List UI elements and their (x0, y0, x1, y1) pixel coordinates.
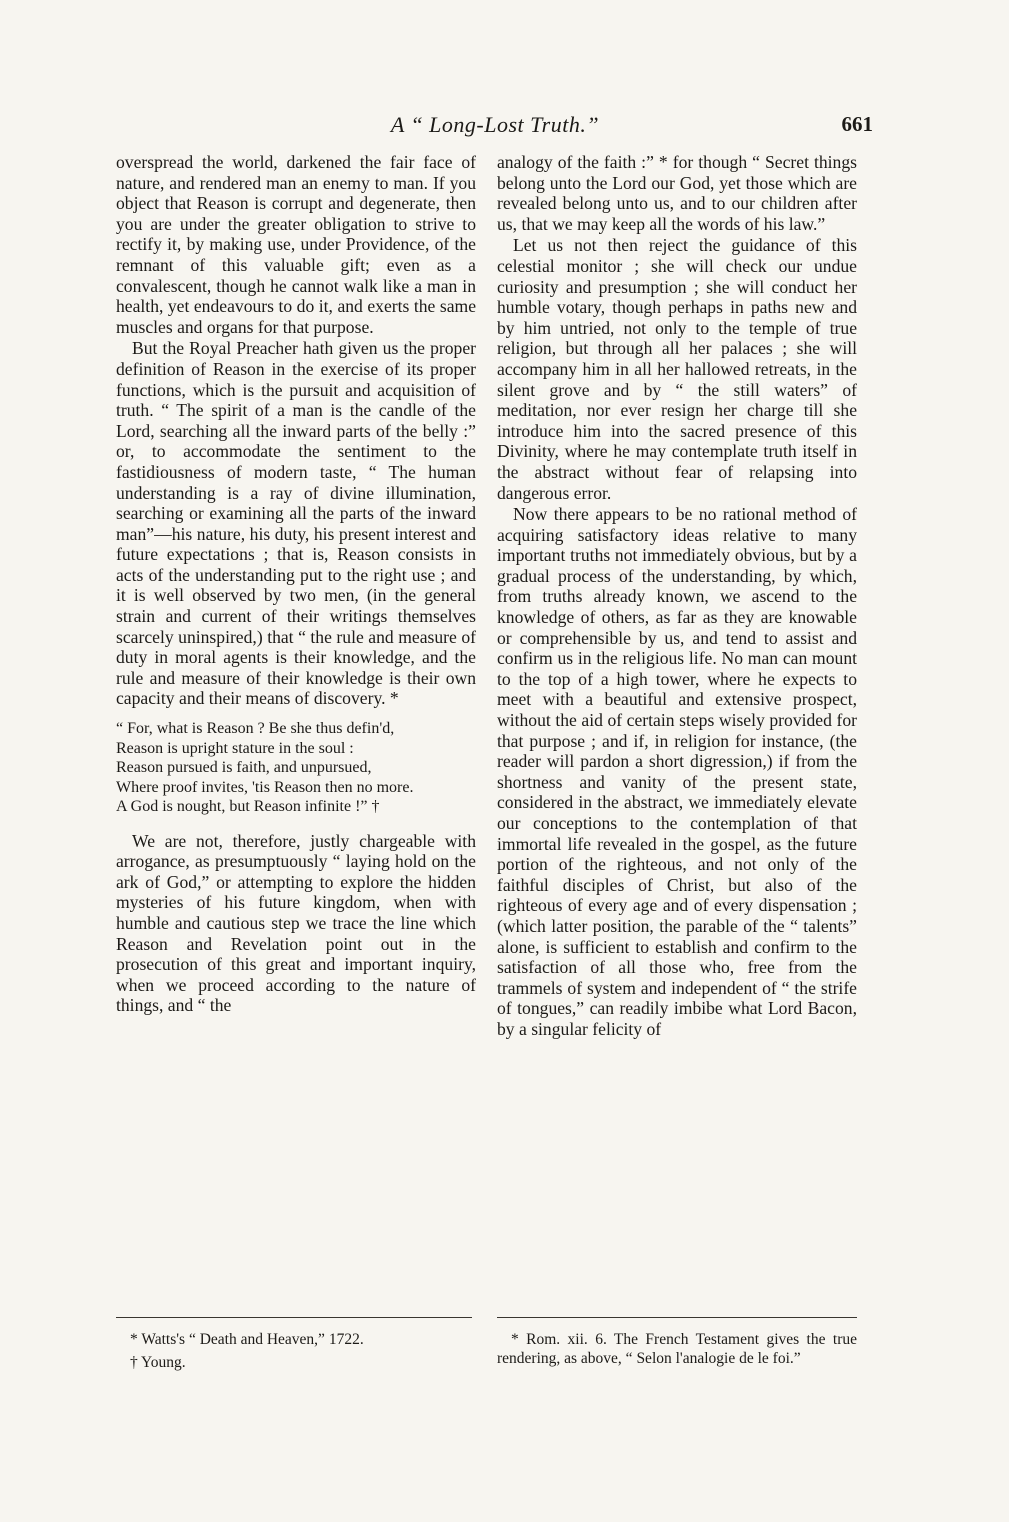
verse-quote (116, 719, 476, 817)
verse-line: A God is nought, but Reason infinite !” † (116, 798, 380, 816)
left-column (116, 152, 476, 1016)
right-paragraph-1: analogy of the faith :” * for though “ Secret things belong unto the Lord our God, yet those which are revealed belong unto us, and to our children after us, that we may keep all the words of his law.” (497, 152, 857, 234)
verse-line: Reason is upright stature in the soul : (116, 739, 354, 757)
verse-line: Where proof invites, 'tis Reason then no more. (116, 778, 414, 796)
footnote: * Rom. xii. 6. The French Testament gives the true rendering, as above, “ Selon l'analogie de le foi.” (497, 1331, 857, 1367)
verse-line: Reason pursued is faith, and unpursued, (116, 759, 372, 777)
footnote-divider-right (497, 1317, 857, 1318)
footnotes-left (116, 1330, 476, 1376)
footnote-divider-left (116, 1317, 472, 1318)
page-header (115, 104, 875, 144)
running-title: A “ Long-Lost Truth.” (390, 112, 600, 137)
footnote: † Young. (130, 1354, 186, 1371)
right-paragraph-3: Now there appears to be no rational method of acquiring satisfactory ideas relative to many important truths not immediately obvious, but by a gradual process of the understanding, by which, from truths already known, we ascend to the knowledge of others, as far as they are knowable or comprehensible by us, and tend to assist and confirm us in the religious life. No man can mount to the top of a high tower, where he expects to meet with a beautiful and extensive prospect, without the aid of certain steps wisely provided for that purpose ; and if, in religion for instance, (the reader will pardon a short digression,) if from the shortness and vanity of the present state, considered in the abstract, we immediately elevate our conceptions to the contemplation of that immortal life revealed in the gospel, as the future portion of the righteous, and not only of the faithful disciples of Christ, but also of the righteous of every age and of every dispensation ; (which latter position, the parable of the “ talents” alone, is sufficient to establish and confirm to the satisfaction of all those who, free from the trammels of system and independent of “ the strife of tongues,” can readily imbibe what Lord Bacon, by a singular felicity of (497, 504, 857, 1039)
right-paragraph-2: Let us not then reject the guidance of this celestial monitor ; she will check our undue curiosity and presumption ; she will conduct her humble votary, though perhaps in paths new and by him untried, not only to the temple of true religion, but through all her palaces ; she will accompany him in all her hallowed retreats, in the silent grove and by “ the still waters” of meditation, nor ever resign her charge till she introduce him into the sacred presence of this Divinity, where he may contemplate truth itself in the abstract without fear of relapsing into dangerous error. (497, 235, 857, 503)
left-paragraph-3: We are not, therefore, justly chargeable with arrogance, as presumptuously “ laying hold on the ark of God,” or attempting to explore the hidden mysteries of his future kingdom, when with humble and cautious step we trace the line which Reason and Revelation point out in the prosecution of this great and important inquiry, when we proceed according to the nature of things, and “ the (116, 830, 476, 1016)
page-number: 661 (841, 112, 873, 136)
right-column (497, 152, 857, 1040)
left-paragraph-1: overspread the world, darkened the fair face of nature, and rendered man an enemy to man. If you object that Reason is corrupt and degenerate, then you are under the greater obligation to strive to rectify it, by making use, under Providence, of the remnant of this valuable gift; even as a convalescent, though he cannot walk like a man in health, yet endeavours to do it, and exerts the same muscles and organs for that purpose. (116, 152, 476, 337)
footnotes-right (497, 1330, 857, 1372)
left-paragraph-2: But the Royal Preacher hath given us the proper definition of Reason in the exercise of its proper functions, which is the pursuit and acquisition of truth. “ The spirit of a man is the candle of the Lord, searching all the inward parts of the belly :” or, to accommodate the sentiment to the fastidiousness of modern taste, “ The human understanding is a ray of divine illumination, searching or examining all the parts of the inward man”—his nature, his duty, his present interest and future expectations ; that is, Reason consists in acts of the understanding put to the right use ; and it is well observed by two men, (in the general strain and current of their writings themselves scarcely uninspired,) that “ the rule and measure of duty in moral agents is their knowledge, and the rule and measure of their knowledge is their own capacity and their means of discovery. * (116, 338, 476, 709)
footnote: * Watts's “ Death and Heaven,” 1722. (130, 1331, 364, 1348)
verse-line: “ For, what is Reason ? Be she thus defin'd, (116, 720, 395, 738)
